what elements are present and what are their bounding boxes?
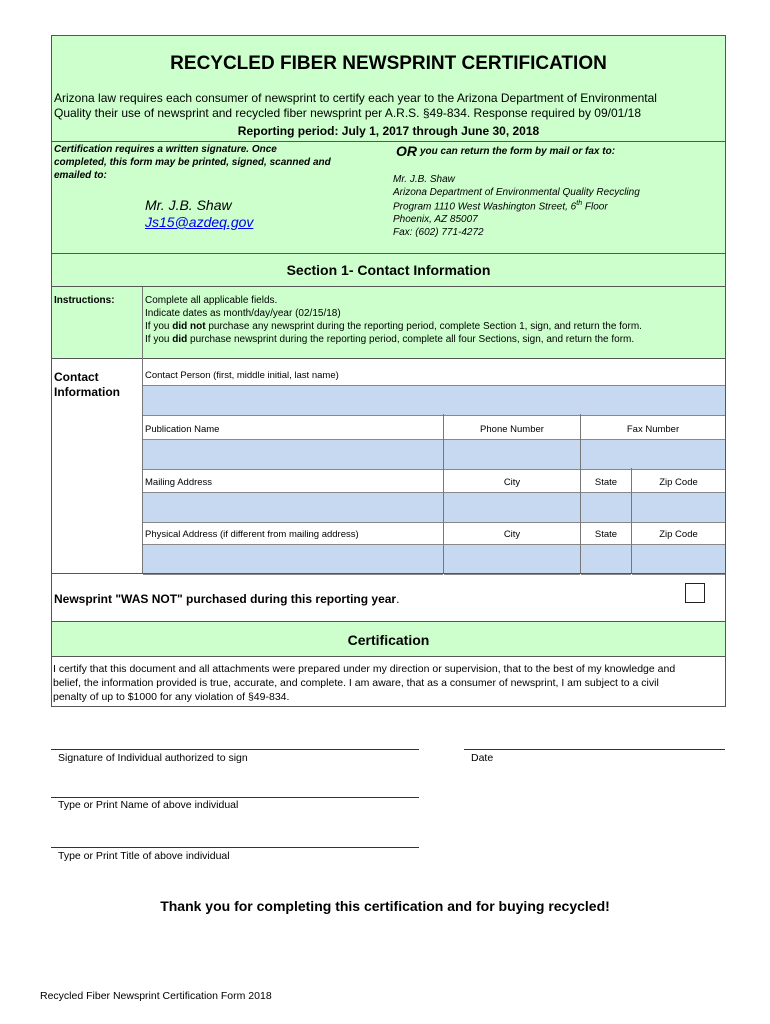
intro-line-1: Arizona law requires each consumer of newsprint to certify each year to the Arizona Department of Environmental <box>54 91 657 105</box>
signature-label: Signature of Individual authorized to sign <box>58 752 248 764</box>
mailing-address-input[interactable] <box>143 492 443 523</box>
publication-name-label: Publication Name <box>145 424 220 435</box>
contact-person-label: Contact Person (first, middle initial, last name) <box>145 370 339 381</box>
instruction-2: Indicate dates as month/day/year (02/15/18) <box>145 308 341 319</box>
instruction-4: If you did purchase newsprint during the reporting period, complete all four Sections, sign, and return the form. <box>145 334 635 345</box>
mail-heading: you can return the form by mail or fax to: <box>420 146 616 157</box>
section1-title: Section 1- Contact Information <box>286 262 491 278</box>
fax-number-input[interactable] <box>581 439 725 470</box>
zip-code-label: Zip Code <box>659 477 698 488</box>
city-label: City <box>503 477 521 488</box>
mail-address: Program 1110 West Washington Street, 6th Floor <box>393 200 608 213</box>
certification-line-3: penalty of up to $1000 for any violation of §49-834. <box>53 691 290 703</box>
signature-line[interactable] <box>51 749 419 750</box>
not-purchased-statement: Newsprint "WAS NOT" purchased during this reporting year. <box>54 592 400 606</box>
certification-title: Certification <box>347 632 430 648</box>
or-label: OR <box>396 143 417 159</box>
instruction-3: If you did not purchase any newsprint during the reporting period, complete Section 1, sign, and return the form. <box>145 321 642 332</box>
reporting-period: Reporting period: July 1, 2017 through June 30, 2018 <box>237 124 540 138</box>
physical-address-label: Physical Address (if different from mailing address) <box>145 529 359 540</box>
print-name-line[interactable] <box>51 797 419 798</box>
print-title-label: Type or Print Title of above individual <box>58 850 230 862</box>
not-purchased-checkbox[interactable] <box>685 583 705 603</box>
mail-city: Phoenix, AZ 85007 <box>393 214 478 225</box>
fax-number-label: Fax Number <box>626 424 680 435</box>
mail-org: Arizona Department of Environmental Quality Recycling <box>393 187 640 198</box>
state2-label: State <box>594 529 618 540</box>
email-instructions-2: completed, this form may be printed, signed, scanned and <box>54 157 331 168</box>
print-name-label: Type or Print Name of above individual <box>58 799 239 811</box>
mailing-address-label: Mailing Address <box>145 477 213 488</box>
mail-name: Mr. J.B. Shaw <box>393 174 455 185</box>
date-line[interactable] <box>464 749 725 750</box>
intro-line-2: Quality their use of newsprint and recycled fiber newsprint per A.R.S. §49-834. Response required by 09/01/18 <box>54 106 641 120</box>
email-link[interactable]: Js15@azdeq.gov <box>145 214 254 230</box>
contact-label-2: Information <box>54 385 120 399</box>
physical-zip-input[interactable] <box>632 544 725 575</box>
state-label: State <box>594 477 618 488</box>
zip-code2-label: Zip Code <box>659 529 698 540</box>
physical-address-input[interactable] <box>143 544 443 575</box>
contact-label-1: Contact <box>54 370 99 384</box>
print-title-line[interactable] <box>51 847 419 848</box>
physical-state-input[interactable] <box>581 544 631 575</box>
certification-line-1: I certify that this document and all attachments were prepared under my direction or supervision, that to the best of my knowledge and <box>53 663 676 675</box>
mailing-city-input[interactable] <box>444 492 580 523</box>
certification-line-2: belief, the information provided is true, accurate, and complete. I am aware, that as a consumer of newsprint, I am subject to a civil <box>53 677 659 689</box>
email-instructions-1: Certification requires a written signature. Once <box>54 144 277 155</box>
mailing-state-input[interactable] <box>581 492 631 523</box>
phone-number-label: Phone Number <box>480 424 544 435</box>
form-title: RECYCLED FIBER NEWSPRINT CERTIFICATION <box>170 53 607 74</box>
instruction-1: Complete all applicable fields. <box>145 295 278 306</box>
contact-person-input[interactable] <box>143 385 725 416</box>
thank-you-message: Thank you for completing this certification and for buying recycled! <box>160 898 610 914</box>
footer-text: Recycled Fiber Newsprint Certification Form 2018 <box>40 990 272 1002</box>
mail-fax: Fax: (602) 771-4272 <box>393 227 484 238</box>
physical-city-input[interactable] <box>444 544 580 575</box>
city2-label: City <box>503 529 521 540</box>
instructions-label: Instructions: <box>54 295 115 306</box>
email-contact-name: Mr. J.B. Shaw <box>145 197 232 213</box>
certification-form <box>51 35 726 707</box>
date-label: Date <box>471 752 494 764</box>
email-instructions-3: emailed to: <box>54 170 107 181</box>
publication-name-input[interactable] <box>143 439 443 470</box>
mailing-zip-input[interactable] <box>632 492 725 523</box>
phone-number-input[interactable] <box>444 439 580 470</box>
